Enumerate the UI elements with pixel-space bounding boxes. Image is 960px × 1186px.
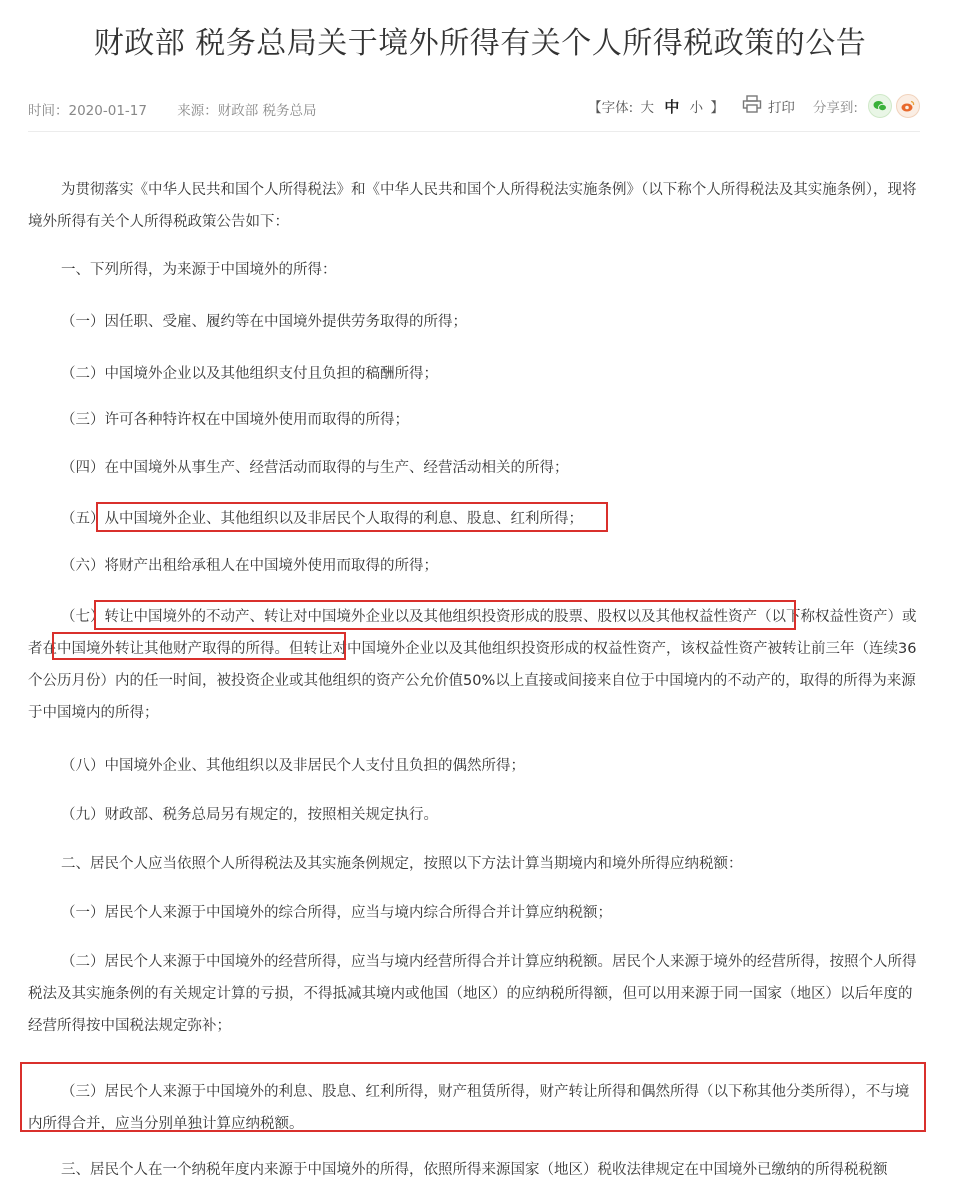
paragraph: （二）中国境外企业以及其他组织支付且负担的稿酬所得；: [61, 366, 438, 382]
paragraph: （四）在中国境外从事生产、经营活动而取得的与生产、经营活动相关的所得；: [61, 460, 569, 476]
font-size-large-button[interactable]: 大: [640, 99, 655, 116]
share-label: 分享到:: [812, 100, 858, 116]
weibo-share-icon[interactable]: [896, 94, 920, 118]
paragraph: （三）居民个人来源于中国境外的利息、股息、红利所得，财产租赁所得，财产转让所得和偶然所得（以下称其他分类所得），不与境内所得合并，应当分别单独计算应纳税额。: [28, 1084, 910, 1132]
article-meta: [28, 99, 920, 119]
printer-icon: [742, 95, 768, 117]
print-label: 打印: [767, 100, 795, 116]
paragraph: 为贯彻落实《中华人民共和国个人所得税法》和《中华人民共和国个人所得税法实施条例》（以下称个人所得税法及其实施条例），现将境外所得有关个人所得税政策公告如下：: [28, 182, 917, 230]
paragraph: 二、居民个人应当依照个人所得税法及其实施条例规定，按照以下方法计算当期境内和境外所得应纳税额：: [61, 856, 743, 872]
font-size-prefix: 【字体:: [588, 99, 634, 116]
paragraph: 三、居民个人在一个纳税年度内来源于中国境外的所得，依照所得来源国家（地区）税收法律规定在中国境外已缴纳的所得税税额: [61, 1162, 888, 1178]
paragraph: （五）从中国境外企业、其他组织以及非居民个人取得的利息、股息、红利所得；: [61, 511, 583, 527]
highlight-box: [52, 632, 346, 660]
paragraph: （七）转让中国境外的不动产、转让对中国境外企业以及其他组织投资形成的股票、股权以及其他权益性资产（以下称权益性资产）或者在中国境外转让其他财产取得的所得。但转让对中国境外企业以及其他组织投资形成的权益性资产，该权益性资产被转让前三年（连续36个公历月份）内的任一时间，被投资企业或其他组织的资产公允价值50%以上直接或间接来自位于中国境内的不动产的，取得的所得为来源于中国境内的所得；: [28, 609, 917, 721]
publish-time: 时间：2020-01-17: [28, 103, 147, 119]
header-divider: [28, 131, 920, 132]
print-button[interactable]: [742, 95, 795, 117]
page-title: 财政部 税务总局关于境外所得有关个人所得税政策的公告: [93, 26, 867, 61]
paragraph: （二）居民个人来源于中国境外的经营所得，应当与境内经营所得合并计算应纳税额。居民个人来源于境外的经营所得，按照个人所得税法及其实施条例的有关规定计算的亏损，不得抵减其境内或他国（地区）的应纳税所得额，但可以用来源于同一国家（地区）以后年度的经营所得按中国税法规定弥补；: [28, 954, 917, 1034]
paragraph: 一、下列所得，为来源于中国境外的所得：: [61, 262, 337, 278]
highlight-box: [94, 600, 796, 630]
article-source: 来源：财政部 税务总局: [177, 103, 317, 119]
highlight-box: [20, 1062, 926, 1132]
font-size-medium-button[interactable]: 中: [664, 97, 680, 116]
paragraph: （九）财政部、税务总局另有规定的，按照相关规定执行。: [61, 807, 438, 823]
font-size-suffix: 】: [710, 99, 724, 116]
paragraph: （一）居民个人来源于中国境外的综合所得，应当与境内综合所得合并计算应纳税额；: [61, 905, 612, 921]
font-size-small-button[interactable]: 小: [689, 99, 704, 116]
wechat-share-icon[interactable]: [868, 94, 892, 118]
font-size-control: [588, 96, 724, 117]
paragraph: （八）中国境外企业、其他组织以及非居民个人支付且负担的偶然所得；: [61, 758, 525, 774]
highlight-box: [96, 502, 608, 532]
paragraph: （一）因任职、受雇、履约等在中国境外提供劳务取得的所得；: [61, 314, 467, 330]
paragraph: （六）将财产出租给承租人在中国境外使用而取得的所得；: [61, 558, 438, 574]
paragraph: （三）许可各种特许权在中国境外使用而取得的所得；: [61, 412, 409, 428]
